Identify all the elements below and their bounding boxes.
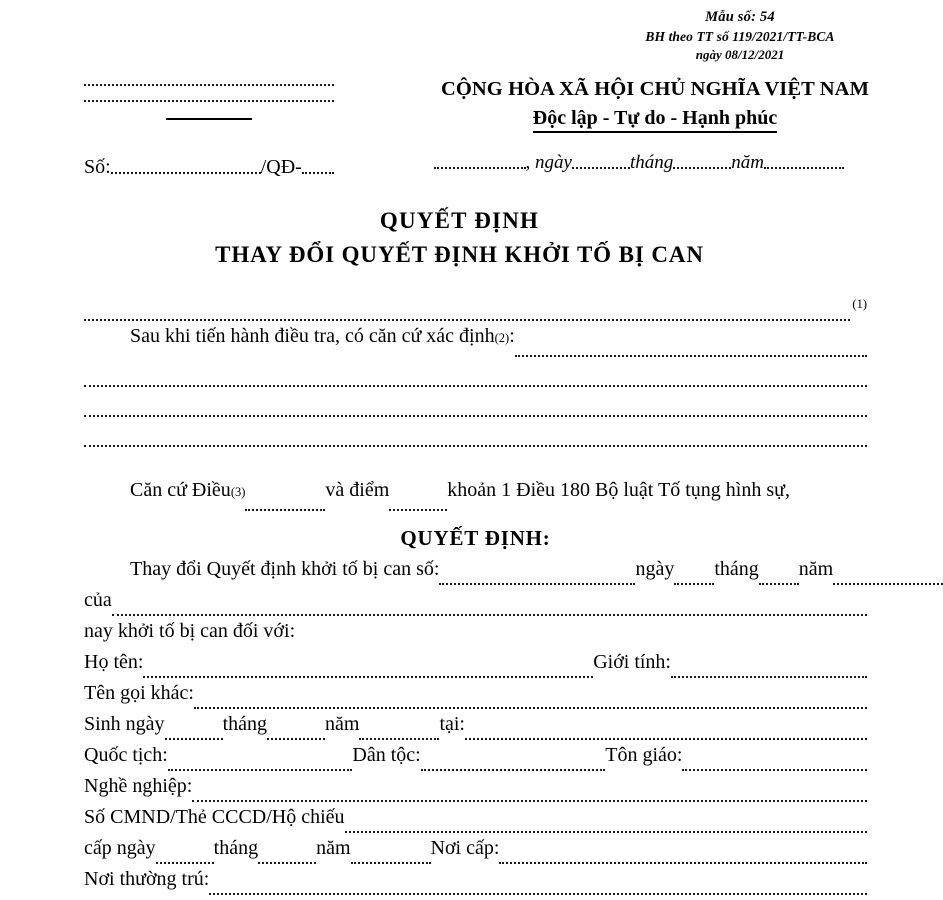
investigation-statement-label: Sau khi tiến hành điều tra, có căn cứ xác định [130,325,495,347]
ethnicity-input[interactable] [421,769,606,771]
day-label: ngày [535,152,572,173]
religion-label: Tôn giáo: [605,744,683,766]
religion-input[interactable] [682,769,867,771]
document-number-suffix: /QĐ- [260,156,302,178]
change-decision-row [84,559,867,590]
issuing-authority-label: của [84,589,112,611]
change-decision-year-input[interactable] [833,583,943,585]
issuing-authority-input[interactable] [112,614,867,616]
country-name: CỘNG HÒA XÃ HỘI CHỦ NGHĨA VIỆT NAM [440,78,870,100]
change-decision-day-label: ngày [635,558,675,580]
investigation-extra-input-1[interactable] [84,385,867,387]
decision-heading: QUYẾT ĐỊNH: [400,526,551,550]
investigation-statement-row: Sau khi tiến hành điều tra, có căn cứ xác định (2) : [84,326,867,362]
legal-basis-row: Căn cứ Điều (3) và điểm khoản 1 Điều 180 Bộ luật Tố tụng hình sự, [84,480,867,516]
page-subtitle: THAY ĐỔI QUYẾT ĐỊNH KHỞI TỐ BỊ CAN [215,242,704,267]
occupation-row [84,776,867,807]
id-number-input[interactable] [345,831,867,833]
issuing-authority-row [84,590,867,621]
change-decision-label: Thay đổi Quyết định khởi tố bị can số: [130,558,440,580]
birth-day-input[interactable] [165,738,223,740]
document-number-label: Số: [84,156,111,178]
national-motto: Độc lập - Tự do - Hạnh phúc [533,107,777,133]
birth-year-input[interactable] [359,738,439,740]
day-input[interactable] [572,167,630,169]
alias-input[interactable] [194,707,867,709]
month-label: tháng [629,152,674,173]
now-prosecute-label: nay khởi tố bị can đối với: [84,620,296,642]
issue-month-input[interactable] [258,862,316,864]
birth-month-label: tháng [222,713,267,735]
issue-month-label: tháng [213,837,259,859]
agency-line-2[interactable] [84,100,334,102]
occupation-input[interactable] [192,800,867,802]
investigation-extra-row-3 [84,422,867,452]
title-block [0,208,919,268]
gender-input[interactable] [671,676,867,678]
issue-place-input[interactable] [499,862,867,864]
agency-block [84,74,334,120]
document-number-agency-input[interactable] [302,172,334,174]
investigation-colon: : [509,325,515,347]
investigation-extra-row-2 [84,392,867,422]
alias-row [84,683,867,714]
id-number-row [84,807,867,838]
change-decision-number-input[interactable] [439,583,635,585]
document-number-input[interactable] [111,172,261,174]
issue-day-label: cấp ngày [84,837,156,859]
subject-line-1-input[interactable] [84,319,850,321]
investigation-input[interactable] [515,355,867,357]
investigation-extra-input-3[interactable] [84,445,867,447]
birth-month-input[interactable] [267,738,325,740]
year-label: năm [731,152,764,173]
legal-basis-point-label: và điểm [325,479,390,501]
subject-line-1-row [84,296,867,326]
occupation-label: Nghề nghiệp: [84,775,193,797]
change-decision-month-label: tháng [714,558,759,580]
full-name-row [84,652,867,683]
nationality-row [84,745,867,776]
body-spacer [84,452,867,480]
investigation-extra-row-1 [84,362,867,392]
id-issue-row [84,838,867,869]
legal-basis-point-input[interactable] [389,509,447,511]
date-comma: , [525,152,536,173]
legal-basis-suffix: khoản 1 Điều 180 Bộ luật Tố tụng hình sự, [447,479,790,501]
year-input[interactable] [764,167,844,169]
month-input[interactable] [673,167,731,169]
residence-input[interactable] [209,893,867,895]
investigation-extra-input-2[interactable] [84,415,867,417]
form-number: Mẫu số: 54 [705,9,775,25]
issue-place-label: Nơi cấp: [430,837,500,859]
change-decision-year-label: năm [798,558,834,580]
change-decision-day-input[interactable] [674,583,714,585]
national-heading-block [420,78,890,133]
place-date-row [434,152,844,174]
gender-label: Giới tính: [593,651,671,673]
form-circular-reference: BH theo TT số 119/2021/TT-BCA [645,28,835,44]
document-header [0,74,919,186]
form-code-block [575,8,905,63]
place-input[interactable] [434,167,526,169]
nationality-label: Quốc tịch: [84,744,168,766]
birth-place-input[interactable] [465,738,867,740]
change-decision-month-input[interactable] [759,583,799,585]
residence-row [84,869,867,900]
birth-year-label: năm [325,713,360,735]
now-prosecute-row [84,621,867,652]
ethnicity-label: Dân tộc: [352,744,421,766]
document-number-row [84,156,334,179]
form-issue-date: ngày 08/12/2021 [695,46,785,62]
footnote-marker-1: (1) [852,297,867,311]
legal-basis-article-input[interactable] [245,509,325,511]
full-name-label: Họ tên: [84,651,144,673]
nationality-input[interactable] [168,769,353,771]
issue-year-input[interactable] [351,862,431,864]
id-number-label: Số CMND/Thẻ CCCD/Hộ chiếu [84,806,345,828]
agency-underline-rule [166,118,252,120]
document-body [84,296,867,900]
birth-row [84,714,867,745]
issue-day-input[interactable] [156,862,214,864]
residence-label: Nơi thường trú: [84,868,210,890]
birth-day-label: Sinh ngày [84,713,165,735]
agency-line-1[interactable] [84,84,334,86]
alias-label: Tên gọi khác: [84,682,194,704]
issue-year-label: năm [316,837,351,859]
birth-place-label: tại: [439,713,465,735]
full-name-input[interactable] [143,676,593,678]
page-title: QUYẾT ĐỊNH [379,208,540,233]
legal-basis-prefix: Căn cứ Điều [130,479,231,501]
